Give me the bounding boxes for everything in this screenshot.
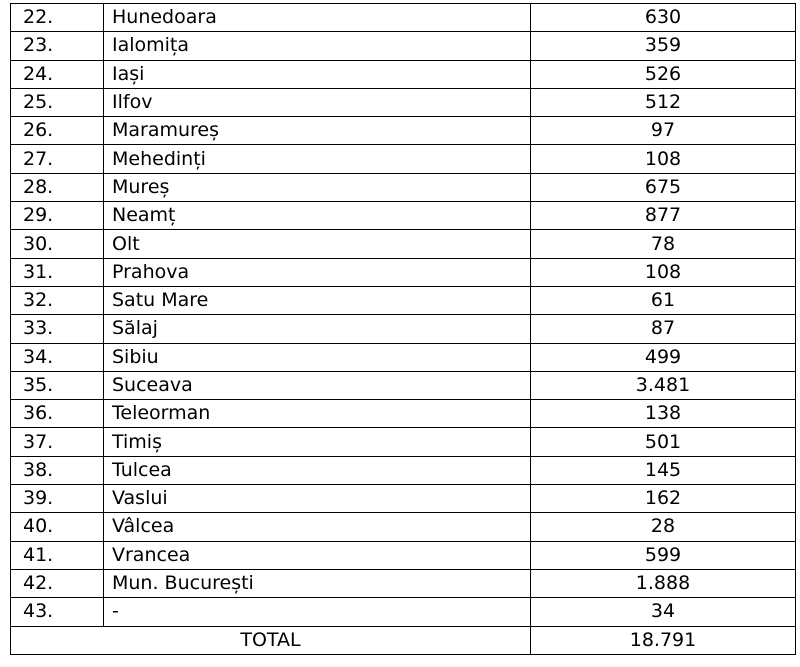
row-value: 675 <box>531 173 796 201</box>
row-number: 35. <box>11 371 104 399</box>
row-number: 30. <box>11 230 104 258</box>
county-name: Vâlcea <box>104 513 531 541</box>
table-row <box>11 286 796 314</box>
row-value: 877 <box>531 202 796 230</box>
row-value: 108 <box>531 145 796 173</box>
county-name: Mureș <box>104 173 531 201</box>
county-name: Olt <box>104 230 531 258</box>
row-value: 108 <box>531 258 796 286</box>
county-name: Mehedinți <box>104 145 531 173</box>
row-number: 39. <box>11 485 104 513</box>
county-name: Timiș <box>104 428 531 456</box>
row-number: 26. <box>11 117 104 145</box>
county-name: Vaslui <box>104 485 531 513</box>
row-number: 29. <box>11 202 104 230</box>
table-row <box>11 541 796 569</box>
row-value: 34 <box>531 598 796 626</box>
table-row <box>11 343 796 371</box>
table-row <box>11 4 796 32</box>
county-name: Vrancea <box>104 541 531 569</box>
row-value: 145 <box>531 456 796 484</box>
row-value: 1.888 <box>531 569 796 597</box>
table-row <box>11 32 796 60</box>
row-number: 22. <box>11 4 104 32</box>
table-row <box>11 598 796 626</box>
row-number: 24. <box>11 60 104 88</box>
county-name: Prahova <box>104 258 531 286</box>
county-name: Suceava <box>104 371 531 399</box>
table-row <box>11 117 796 145</box>
table-row <box>11 456 796 484</box>
row-value: 162 <box>531 485 796 513</box>
table-row <box>11 173 796 201</box>
row-value: 28 <box>531 513 796 541</box>
row-number: 34. <box>11 343 104 371</box>
row-number: 42. <box>11 569 104 597</box>
row-value: 97 <box>531 117 796 145</box>
table-body <box>11 4 796 655</box>
county-name: Hunedoara <box>104 4 531 32</box>
county-name: - <box>104 598 531 626</box>
county-name: Mun. București <box>104 569 531 597</box>
row-value: 61 <box>531 286 796 314</box>
county-name: Sibiu <box>104 343 531 371</box>
row-number: 31. <box>11 258 104 286</box>
table-row <box>11 400 796 428</box>
row-value: 630 <box>531 4 796 32</box>
county-name: Iași <box>104 60 531 88</box>
row-value: 3.481 <box>531 371 796 399</box>
county-name: Neamț <box>104 202 531 230</box>
row-number: 41. <box>11 541 104 569</box>
row-value: 512 <box>531 88 796 116</box>
county-name: Tulcea <box>104 456 531 484</box>
county-name: Satu Mare <box>104 286 531 314</box>
table-row <box>11 60 796 88</box>
row-number: 23. <box>11 32 104 60</box>
table-row <box>11 485 796 513</box>
row-value: 138 <box>531 400 796 428</box>
row-value: 359 <box>531 32 796 60</box>
total-row <box>11 626 796 654</box>
row-value: 87 <box>531 315 796 343</box>
row-number: 25. <box>11 88 104 116</box>
table-row <box>11 88 796 116</box>
table-row <box>11 371 796 399</box>
total-label: TOTAL <box>11 626 531 654</box>
row-number: 37. <box>11 428 104 456</box>
row-value: 501 <box>531 428 796 456</box>
table-row <box>11 202 796 230</box>
total-value: 18.791 <box>531 626 796 654</box>
table-row <box>11 569 796 597</box>
county-name: Ilfov <box>104 88 531 116</box>
row-number: 32. <box>11 286 104 314</box>
table-row <box>11 145 796 173</box>
table-row <box>11 513 796 541</box>
row-value: 499 <box>531 343 796 371</box>
row-number: 28. <box>11 173 104 201</box>
row-number: 40. <box>11 513 104 541</box>
row-value: 599 <box>531 541 796 569</box>
table-row <box>11 315 796 343</box>
row-number: 38. <box>11 456 104 484</box>
row-number: 43. <box>11 598 104 626</box>
row-number: 36. <box>11 400 104 428</box>
table-row <box>11 428 796 456</box>
county-name: Teleorman <box>104 400 531 428</box>
county-name: Maramureș <box>104 117 531 145</box>
table-row <box>11 258 796 286</box>
county-table <box>10 3 796 655</box>
row-value: 78 <box>531 230 796 258</box>
county-name: Ialomița <box>104 32 531 60</box>
row-value: 526 <box>531 60 796 88</box>
county-name: Sălaj <box>104 315 531 343</box>
row-number: 27. <box>11 145 104 173</box>
row-number: 33. <box>11 315 104 343</box>
table-row <box>11 230 796 258</box>
